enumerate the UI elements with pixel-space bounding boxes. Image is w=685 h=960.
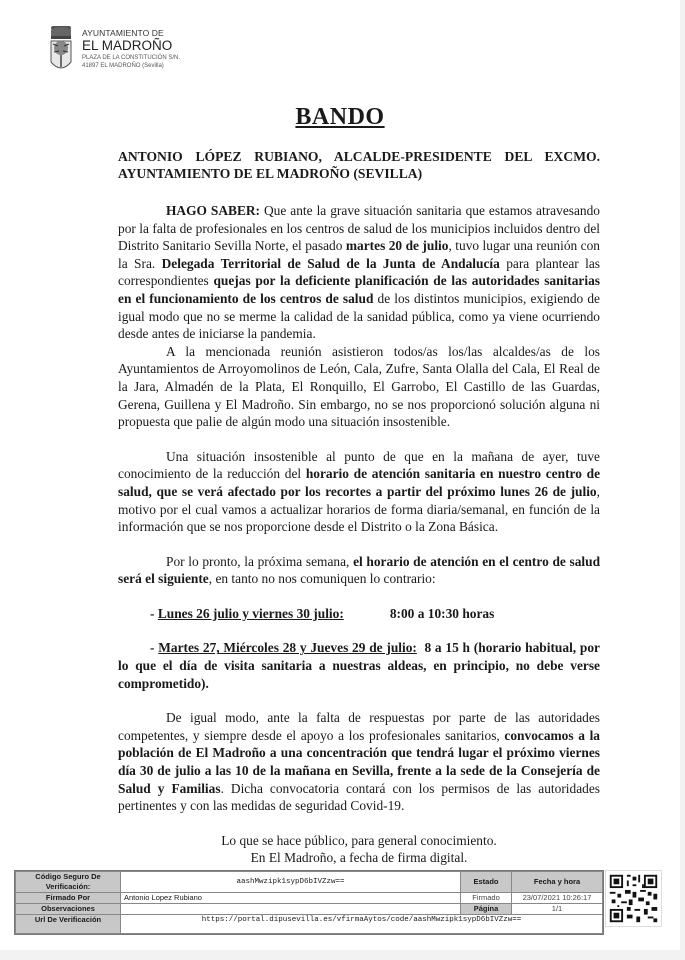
p1-bold-delegada: Delegada Territorial de Salud de la Junta de Andalucía (161, 255, 500, 271)
p1-text-3: para plantear las correspondientes (118, 255, 600, 289)
fecha-value: 23/07/2021 10:26:17 (512, 893, 603, 904)
schedule-hours: 8 a 15 h (horario habitual, por lo que el día de visita sanitaria a nuestras aldeas, en principio, no debe verse comprometido). (118, 640, 600, 691)
paragraph-reunion: A la mencionada reunión asistieron todos/as los/las alcaldes/as de los Ayuntamientos de Arroyomolinos de León, Cala, Zufre, Santa Olalla del Cala, El Real de la Jara, Almadén de la Plata, El Ronquillo, El Garrobo, El Castillo de las Guardas, Gerena, Guillena y El Madroño. Sin embargo, no se nos proporcionó solución alguna ni propuesta que palie de algún modo una situación insostenible. (118, 343, 600, 430)
p1-bold-date: martes 20 de julio (345, 238, 449, 254)
p4-text-1: Por lo pronto, la próxima semana, (166, 553, 354, 569)
pagina-value: 1/1 (512, 904, 603, 915)
p1-text-2: , tuvo lugar una reunión con la Sra. (118, 238, 600, 271)
estado-label: Estado (461, 872, 512, 893)
letterhead (48, 24, 248, 84)
letterhead-postal: 41897 EL MADROÑO (Sevilla) (82, 63, 164, 69)
code-label: Código Seguro De Verificación: (16, 872, 121, 893)
closing-line-2: En El Madroño, a fecha de firma digital. (250, 850, 468, 866)
document-body (118, 148, 600, 867)
p5-text-1: De igual modo, ante la falta de respuestas por parte de las autoridades competentes, y siempre desde el apoyo a los profesionales sanitarios, (118, 710, 600, 743)
code-value: aashMwzipk1sypD6bIVZzw== (121, 872, 461, 893)
p3-bold-horario: horario de atención sanitaria en nuestro centro de salud, que se verá afectado por los recortes a partir del próximo lunes 26 de julio (118, 466, 601, 499)
paragraph-horario (118, 553, 600, 588)
p1-bold-quejas: quejas por la deficiente planificación de las autoridades sanitarias en el funcionamiento de los centros de salud (118, 273, 600, 306)
letterhead-address: PLAZA DE LA CONSTITUCIÓN S/N. (82, 55, 181, 61)
document-title: BANDO (295, 104, 385, 130)
p1-text-1: Que ante la grave situación sanitaria que estamos atravesando por la falta de profesionales en los centros de salud de los municipios incluidos dentro del Distrito Sanitario Sevilla Norte, el pasado (118, 203, 601, 254)
letterhead-line-1: AYUNTAMIENTO DE (82, 28, 164, 38)
firmado-por-value: Antonio Lopez Rubiano (121, 893, 461, 904)
url-value[interactable]: https://portal.dipusevilla.es/vfirmaAytos/code/aashMwzipk1sypD6bIVZzw== (121, 915, 603, 934)
observaciones-label: Observaciones (16, 904, 121, 915)
pagina-label: Página (461, 904, 512, 915)
schedule-dash: - (150, 605, 158, 621)
paragraph-reduccion (118, 448, 600, 536)
paragraph-hago-saber (118, 202, 600, 343)
hago-saber-label: HAGO SABER: (166, 203, 261, 218)
p4-text-2: , en tanto no nos comuniquen lo contrario: (208, 571, 436, 587)
qr-code-icon (605, 870, 662, 927)
fecha-label: Fecha y hora (512, 872, 603, 893)
url-label: Url De Verificación (16, 915, 121, 934)
letterhead-municipality: EL MADROÑO (82, 38, 173, 53)
coat-of-arms-icon (48, 24, 74, 76)
paragraph-convocatoria (118, 709, 600, 815)
schedule-days: Lunes 26 julio y viernes 30 julio: (157, 605, 344, 621)
observaciones-value (121, 904, 461, 915)
closing-line-1: Lo que se hace público, para general conocimiento. (221, 832, 497, 848)
verification-table (14, 870, 604, 935)
estado-value: Firmado (461, 893, 512, 904)
p4-bold-horario: el horario de atención en el centro de salud será el siguiente (118, 553, 601, 587)
p5-bold-concentracion: convocamos a la población de El Madroño a una concentración que tendrá lugar el próximo viernes día 30 de julio a las 10 de la mañana en Sevilla, frente a la sede de la Consejería de Salud y Familias (118, 727, 601, 796)
schedule-days: Martes 27, Miércoles 28 y Jueves 29 de julio: (158, 640, 417, 656)
schedule-item (118, 639, 600, 692)
schedule-hours: 8:00 a 10:30 horas (389, 605, 495, 621)
p5-text-2: . Dicha convocatoria contará con los permisos de las autoridades pertinentes y con las medidas de seguridad Covid-19. (118, 780, 600, 814)
p3-text-2: , motivo por el cual vamos a actualizar horarios de forma diaria/semanal, en función de la información que se nos proporcione desde el Distrito o la Zona Básica. (118, 483, 600, 535)
schedule-item (118, 605, 600, 623)
firmado-por-label: Firmado Por (16, 893, 121, 904)
schedule-dash: - (150, 640, 159, 656)
p3-text-1: Una situación insostenible al punto de que en la mañana de ayer, tuve conocimiento de la reducción del (118, 448, 600, 482)
mayor-heading: ANTONIO LÓPEZ RUBIANO, ALCALDE-PRESIDENTE DEL EXCMO. AYUNTAMIENTO DE EL MADROÑO (SEVILLA) (118, 149, 600, 181)
p1-text-4: de los distintos municipios, exigiendo de igual modo que no se merme la calidad de la sanidad pública, como ya viene ocurriendo desde antes de iniciarse la pandemia. (118, 290, 601, 342)
